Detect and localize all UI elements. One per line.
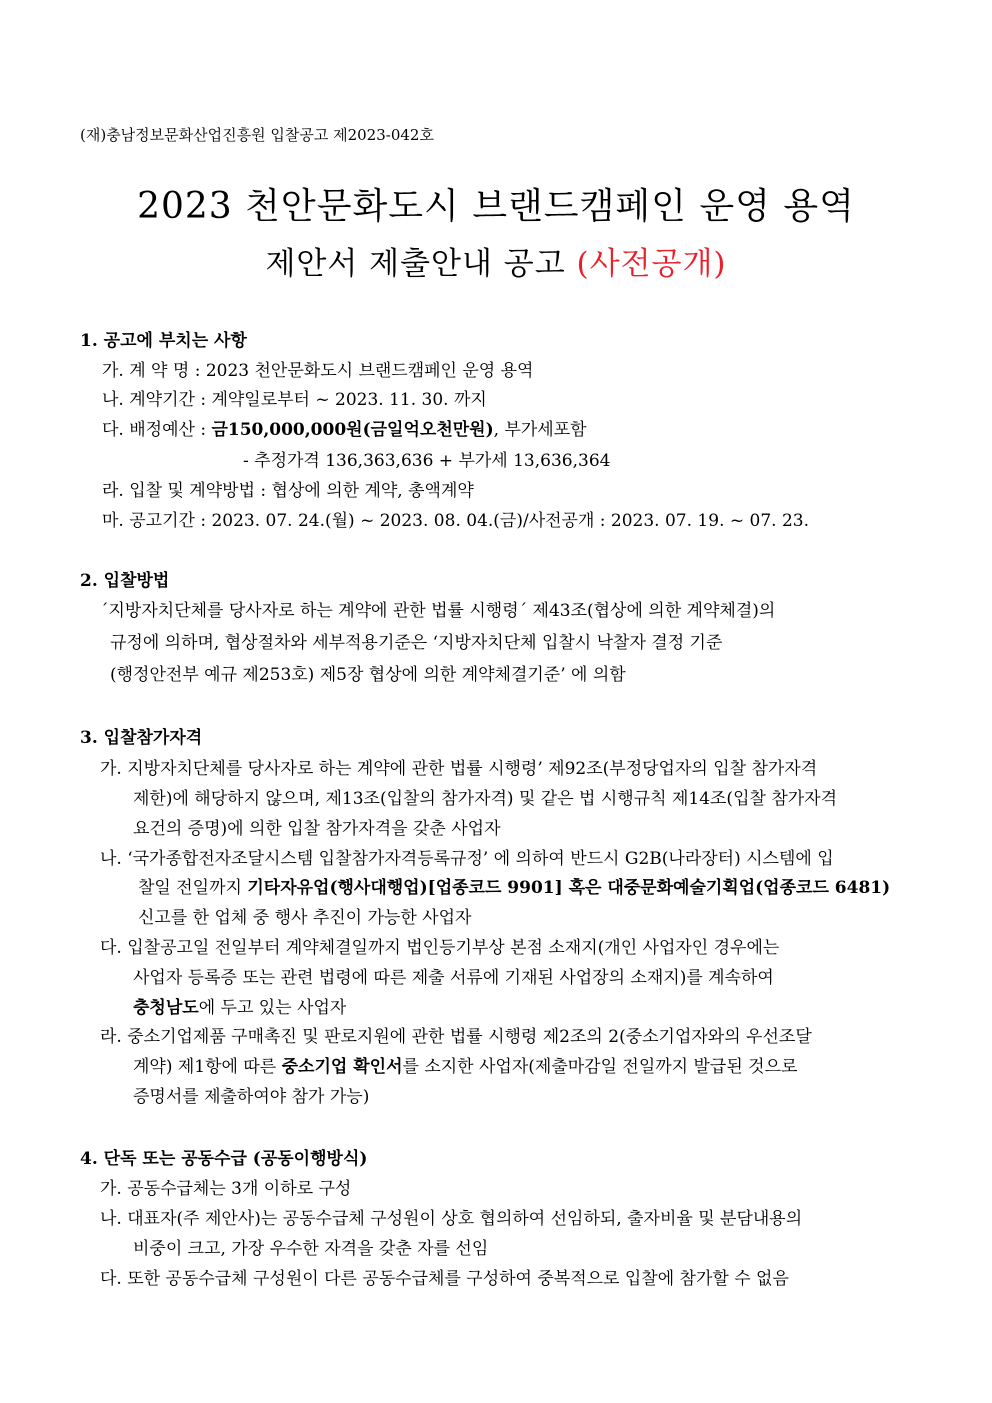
section3-item-ra: 증명서를 제출하여야 참가 가능) xyxy=(133,1087,370,1107)
section3-item-ga: 제한)에 해당하지 않으며, 제13조(입찰의 참가자격) 및 같은 법 시행규칙 제14조(입찰 참가자격 xyxy=(133,789,838,809)
section2-line: (행정안전부 예규 제253호) 제5장 협상에 의한 계약체결기준’ 에 의함 xyxy=(110,665,626,685)
subtitle-highlight: (사전공개) xyxy=(576,246,727,282)
section2-line: ´지방자치단체를 당사자로 하는 계약에 관한 법률 시행령´ 제43조(협상에 의한 계약체결)의 xyxy=(100,601,776,621)
subtitle-main: 제안서 제출안내 공고 xyxy=(265,246,577,282)
section1-heading: 1. 공고에 부치는 사항 xyxy=(80,331,247,351)
section3-item-ga: 요건의 증명)에 의한 입찰 참가자격을 갖춘 사업자 xyxy=(133,819,501,839)
section4-item-na: 비중이 크고, 가장 우수한 자격을 갖춘 자를 선임 xyxy=(133,1239,489,1259)
bid-method: 라. 입찰 및 계약방법 : 협상에 의한 계약, 총액계약 xyxy=(102,481,474,501)
section3-heading: 3. 입찰참가자격 xyxy=(80,728,203,748)
contract-name: 가. 계 약 명 : 2023 천안문화도시 브랜드캠페인 운영 용역 xyxy=(102,361,534,381)
section4-heading: 4. 단독 또는 공동수급 (공동이행방식) xyxy=(80,1149,368,1169)
region: 충청남도 xyxy=(133,998,199,1018)
industry-code: 기타자유업(행사대행업)[업종코드 9901] 혹은 대중문화예술기획업(업종코드 6481) xyxy=(247,878,891,898)
section2-line: 규정에 의하며, 협상절차와 세부적용기준은 ‘지방자치단체 입찰시 낙찰자 결정 기준 xyxy=(110,633,723,653)
notice-number: (재)충남정보문화산업진흥원 입찰공고 제2023-042호 xyxy=(80,126,434,144)
section2-heading: 2. 입찰방법 xyxy=(80,571,170,591)
item-ra-prefix: 계약) 제1항에 따른 xyxy=(133,1057,282,1077)
item-na-prefix: 찰일 전일까지 xyxy=(138,878,248,898)
section3-item-na xyxy=(138,877,890,899)
estimated-price: - 추정가격 136,363,636 + 부가세 13,636,364 xyxy=(243,451,611,471)
section3-item-da: 다. 입찰공고일 전일부터 계약체결일까지 법인등기부상 본점 소재지(개인 사업자인 경우에는 xyxy=(100,938,780,958)
contract-period: 나. 계약기간 : 계약일로부터 ~ 2023. 11. 30. 까지 xyxy=(102,390,487,410)
section3-item-ra xyxy=(133,1056,797,1078)
section3-item-da xyxy=(133,997,346,1019)
sme-certificate: 중소기업 확인서 xyxy=(281,1057,403,1077)
document-subtitle xyxy=(0,238,992,283)
notice-period: 마. 공고기간 : 2023. 07. 24.(월) ~ 2023. 08. 04.(금)/사전공개 : 2023. 07. 19. ~ 07. 23. xyxy=(102,511,809,531)
section3-item-na: 신고를 한 업체 중 행사 추진이 가능한 사업자 xyxy=(138,908,472,928)
item-da-suffix: 에 두고 있는 사업자 xyxy=(198,998,347,1018)
section4-item-na: 나. 대표자(주 제안사)는 공동수급체 구성원이 상호 협의하여 선임하되, 출자비율 및 분담내용의 xyxy=(100,1209,803,1229)
section3-item-ra: 라. 중소기업제품 구매촉진 및 판로지원에 관한 법률 시행령 제2조의 2(중소기업자와의 우선조달 xyxy=(100,1027,812,1047)
budget-amount: 금150,000,000원(금일억오천만원) xyxy=(211,420,494,440)
section3-item-na: 나. ‘국가종합전자조달시스템 입찰참가자격등록규정’ 에 의하여 반드시 G2B(나라장터) 시스템에 입 xyxy=(100,849,834,869)
section4-item-da: 다. 또한 공동수급체 구성원이 다른 공동수급체를 구성하여 중복적으로 입찰에 참가할 수 없음 xyxy=(100,1269,789,1289)
section3-item-da: 사업자 등록증 또는 관련 법령에 따른 제출 서류에 기재된 사업장의 소재지)를 계속하여 xyxy=(133,968,774,988)
section3-item-ga: 가. 지방자치단체를 당사자로 하는 계약에 관한 법률 시행령’ 제92조(부정당업자의 입찰 참가자격 xyxy=(100,759,818,779)
section4-item-ga: 가. 공동수급체는 3개 이하로 구성 xyxy=(100,1179,352,1199)
document-title: 2023 천안문화도시 브랜드캠페인 운영 용역 xyxy=(137,186,855,227)
budget xyxy=(102,419,587,441)
budget-suffix: , 부가세포함 xyxy=(493,420,587,440)
item-ra-suffix: 를 소지한 사업자(제출마감일 전일까지 발급된 것으로 xyxy=(402,1057,798,1077)
budget-prefix: 다. 배정예산 : xyxy=(102,420,212,440)
